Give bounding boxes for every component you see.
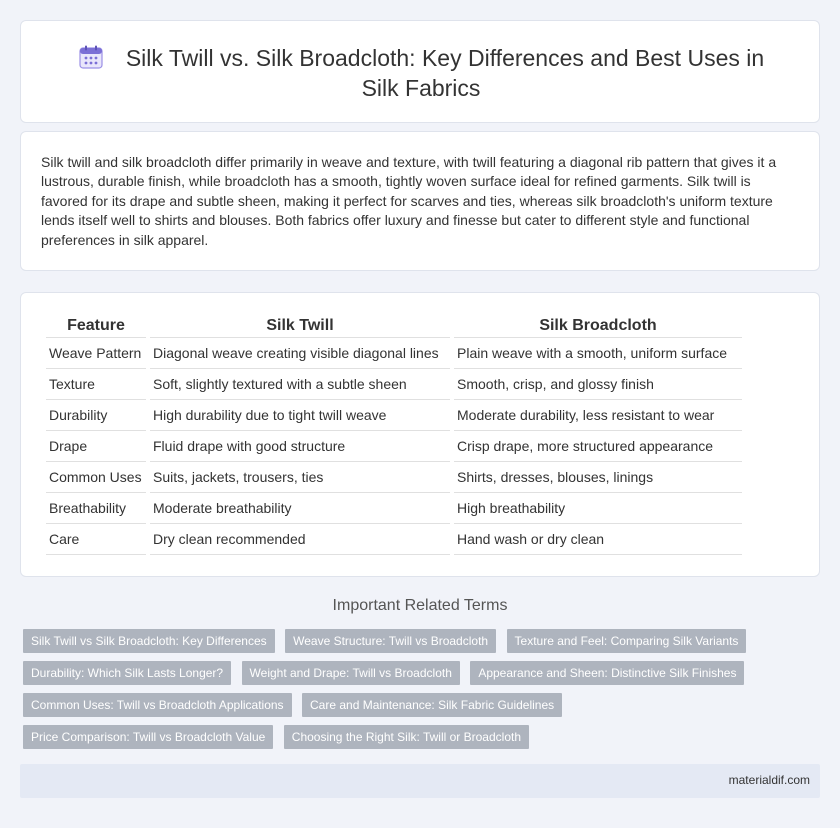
column-header-silk-broadcloth: Silk Broadcloth <box>454 314 742 338</box>
table-cell-twill: Soft, slightly textured with a subtle sheen <box>150 369 450 400</box>
table-cell-broadcloth: Moderate durability, less resistant to wear <box>454 400 742 431</box>
table-row <box>46 400 742 431</box>
table-cell-feature: Texture <box>46 369 146 400</box>
table-row <box>46 462 742 493</box>
related-term-tag[interactable]: Price Comparison: Twill vs Broadcloth Value <box>23 725 273 749</box>
related-term-tag[interactable]: Common Uses: Twill vs Broadcloth Applications <box>23 693 292 717</box>
column-header-feature: Feature <box>46 314 146 338</box>
footer-site-link[interactable]: materialdif.com <box>728 773 810 787</box>
related-term-tag[interactable]: Choosing the Right Silk: Twill or Broadcloth <box>284 725 529 749</box>
table-cell-feature: Weave Pattern <box>46 338 146 369</box>
calendar-icon <box>78 44 104 70</box>
table-cell-broadcloth: Crisp drape, more structured appearance <box>454 431 742 462</box>
table-cell-twill: Moderate breathability <box>150 493 450 524</box>
table-cell-twill: High durability due to tight twill weave <box>150 400 450 431</box>
related-term-tag[interactable]: Texture and Feel: Comparing Silk Variants <box>507 629 747 653</box>
table-row <box>46 524 742 555</box>
page-title <box>21 43 821 103</box>
table-cell-broadcloth: Hand wash or dry clean <box>454 524 742 555</box>
footer <box>20 764 820 798</box>
related-term-tag[interactable]: Durability: Which Silk Lasts Longer? <box>23 661 231 685</box>
summary-card <box>20 131 820 271</box>
related-terms-list <box>23 629 823 757</box>
comparison-table <box>42 314 746 555</box>
table-cell-twill: Fluid drape with good structure <box>150 431 450 462</box>
table-header-row <box>46 314 742 338</box>
table-row <box>46 369 742 400</box>
table-cell-feature: Breathability <box>46 493 146 524</box>
related-term-tag[interactable]: Weight and Drape: Twill vs Broadcloth <box>242 661 460 685</box>
table-cell-feature: Drape <box>46 431 146 462</box>
table-row <box>46 493 742 524</box>
table-row <box>46 431 742 462</box>
table-cell-feature: Durability <box>46 400 146 431</box>
summary-paragraph: Silk twill and silk broadcloth differ primarily in weave and texture, with twill featuring a diagonal rib pattern that gives it a lustrous, durable finish, while broadcloth has a smooth, tightly woven surface ideal for refined garments. Silk twill is favored for its drape and subtle sheen, making it perfect for scarves and ties, whereas silk broadcloth's uniform texture lends itself well to shirts and blouses. Both fabrics offer luxury and finesse but cater to different style and functional preferences in silk apparel. <box>41 154 777 248</box>
table-cell-broadcloth: Shirts, dresses, blouses, linings <box>454 462 742 493</box>
related-term-tag[interactable]: Silk Twill vs Silk Broadcloth: Key Differences <box>23 629 275 653</box>
table-cell-twill: Suits, jackets, trousers, ties <box>150 462 450 493</box>
table-cell-twill: Diagonal weave creating visible diagonal lines <box>150 338 450 369</box>
related-term-tag[interactable]: Weave Structure: Twill vs Broadcloth <box>285 629 496 653</box>
page-title-text: Silk Twill vs. Silk Broadcloth: Key Differences and Best Uses in Silk Fabrics <box>125 45 765 101</box>
table-cell-twill: Dry clean recommended <box>150 524 450 555</box>
related-term-tag[interactable]: Care and Maintenance: Silk Fabric Guidelines <box>302 693 562 717</box>
table-cell-broadcloth: Smooth, crisp, and glossy finish <box>454 369 742 400</box>
table-row <box>46 338 742 369</box>
related-terms-heading: Important Related Terms <box>332 597 508 614</box>
table-cell-broadcloth: High breathability <box>454 493 742 524</box>
table-cell-feature: Care <box>46 524 146 555</box>
column-header-silk-twill: Silk Twill <box>150 314 450 338</box>
table-cell-feature: Common Uses <box>46 462 146 493</box>
related-term-tag[interactable]: Appearance and Sheen: Distinctive Silk Finishes <box>470 661 744 685</box>
comparison-card <box>20 292 820 577</box>
title-card <box>20 20 820 123</box>
table-cell-broadcloth: Plain weave with a smooth, uniform surface <box>454 338 742 369</box>
